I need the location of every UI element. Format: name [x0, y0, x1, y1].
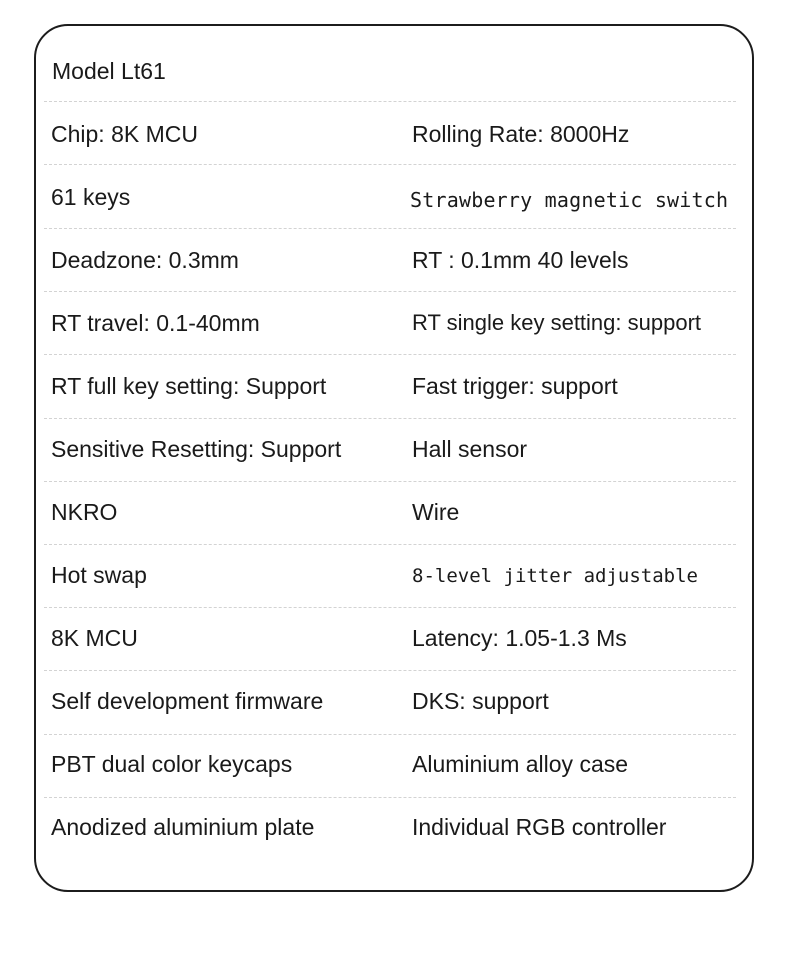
- row-divider: [44, 418, 736, 419]
- spec-wire: Wire: [412, 499, 460, 525]
- row-divider: [44, 291, 736, 292]
- spec-hot-swap: Hot swap: [51, 562, 147, 588]
- row-divider: [44, 797, 736, 798]
- spec-sensitive-resetting: Sensitive Resetting: Support: [51, 436, 342, 462]
- spec-dks: DKS: support: [412, 688, 549, 714]
- row-divider: [44, 354, 736, 355]
- spec-switch: Strawberry magnetic switch: [410, 188, 729, 212]
- spec-keycaps: PBT dual color keycaps: [51, 751, 293, 777]
- row-divider: [44, 734, 736, 735]
- spec-case: Aluminium alloy case: [412, 751, 629, 777]
- spec-nkro: NKRO: [51, 499, 118, 525]
- spec-rt-levels: RT : 0.1mm 40 levels: [412, 247, 629, 273]
- spec-chip: Chip: 8K MCU: [51, 121, 198, 147]
- row-divider: [44, 670, 736, 671]
- spec-mcu: 8K MCU: [51, 625, 138, 651]
- row-divider: [44, 228, 736, 229]
- row-divider: [44, 481, 736, 482]
- spec-latency: Latency: 1.05-1.3 Ms: [412, 625, 627, 651]
- spec-hall-sensor: Hall sensor: [412, 436, 528, 462]
- spec-deadzone: Deadzone: 0.3mm: [51, 247, 239, 273]
- spec-rt-single-key: RT single key setting: support: [412, 310, 702, 335]
- spec-rolling-rate: Rolling Rate: 8000Hz: [412, 121, 630, 147]
- row-divider: [44, 101, 736, 102]
- spec-firmware: Self development firmware: [51, 688, 324, 714]
- row-divider: [44, 164, 736, 165]
- row-divider: [44, 544, 736, 545]
- model-title: Model Lt61: [52, 58, 166, 84]
- spec-rgb: Individual RGB controller: [412, 814, 667, 840]
- spec-rt-full-key: RT full key setting: Support: [51, 373, 327, 399]
- spec-jitter: 8-level jitter adjustable: [412, 565, 698, 587]
- spec-keys: 61 keys: [51, 184, 131, 210]
- spec-rt-travel: RT travel: 0.1-40mm: [51, 310, 260, 336]
- spec-plate: Anodized aluminium plate: [51, 814, 315, 840]
- row-divider: [44, 607, 736, 608]
- spec-fast-trigger: Fast trigger: support: [412, 373, 618, 399]
